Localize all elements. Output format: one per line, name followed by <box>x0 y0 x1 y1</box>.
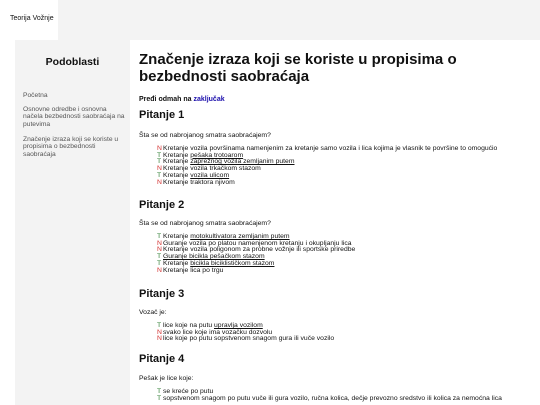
answer-underlined-text: motokultivatora zemljanim putem <box>190 233 290 240</box>
answer-false-mark: N <box>157 239 162 247</box>
answer-underlined-text: pešaka trotoarom <box>190 151 244 159</box>
question-text: Vozač je: <box>139 309 167 316</box>
answer-text: Kretanje <box>163 158 191 166</box>
answer-text: Kretanje vozila poligonom za probne vožnje ili sportske priredbe <box>163 246 356 254</box>
answer-text: Kretanje <box>163 171 191 179</box>
answer-text: Kretanje <box>163 151 191 159</box>
answer-underlined-text: upravlja vozilom <box>214 322 263 329</box>
question-text: Šta se od nabrojanog smatra saobraćajem? <box>139 132 271 139</box>
answer-false-mark: N <box>157 145 162 152</box>
answer-false-mark: N <box>157 178 162 186</box>
jump-line <box>139 96 225 103</box>
answer-text: Kretanje vozila trkačkom stazom <box>163 165 261 173</box>
answer-text: Kretanje <box>163 259 191 267</box>
brand-link[interactable]: Teorija Vožnje <box>0 0 58 40</box>
answer-true-mark: T <box>157 322 162 329</box>
question-heading: Pitanje 2 <box>139 199 185 211</box>
answer-text: Guranje vozila po platou namenjenom kretanju i okupljanju lica <box>163 239 352 247</box>
top-navbar <box>0 0 540 40</box>
answer-true-mark: T <box>157 394 162 402</box>
question-heading: Pitanje 1 <box>139 109 185 121</box>
sidebar-title: Podoblasti <box>45 56 100 68</box>
answer-text: lice koje po putu sopstvenom snagom gura ili vuče vozilo <box>163 335 335 343</box>
question-heading: Pitanje 4 <box>139 353 185 365</box>
answer-underlined-text: vozila ulicom <box>190 171 230 179</box>
answer-underlined-text: Guranje bicikla pešačkom stazom <box>163 253 265 261</box>
answer-false-mark: N <box>157 266 162 274</box>
question-text: Šta se od nabrojanog smatra saobraćajem? <box>139 220 271 227</box>
sidebar-item-znacenje-izraza[interactable]: Značenje izraza koji se koriste u propisima o bezbednosti saobraćaja <box>23 136 119 158</box>
question-heading: Pitanje 3 <box>139 288 185 300</box>
jump-link-zakljucak[interactable]: zaključak <box>193 96 225 103</box>
sidebar-item-pocetna[interactable]: Početna <box>23 92 48 99</box>
answer-item <box>157 180 235 187</box>
answer-true-mark: T <box>157 233 162 240</box>
answer-false-mark: N <box>157 335 162 343</box>
answer-false-mark: N <box>157 246 162 254</box>
answer-true-mark: T <box>157 388 162 395</box>
answer-text: Kretanje lica po trgu <box>163 266 224 274</box>
answer-true-mark: T <box>157 259 162 267</box>
answer-item <box>157 336 334 343</box>
answer-text: Kretanje traktora njivom <box>163 178 235 186</box>
answer-text: sopstvenom snagom po putu vuče ili gura vozilo, ručna kolica, dečje prevozno sredstvo ili kolica za nemoćna lica <box>163 394 502 402</box>
sidebar <box>15 40 130 405</box>
answer-true-mark: T <box>157 171 162 179</box>
jump-prefix: Pređi odmah na <box>139 96 192 103</box>
question-text: Pešak je lice koje: <box>139 375 194 382</box>
answer-true-mark: T <box>157 158 162 166</box>
sidebar-item-osnovne-odredbe[interactable]: Osnovne odredbe i osnovna načela bezbednosti saobraćaja na putevima <box>23 106 125 128</box>
answer-text: Kretanje vozila površinama namenjenim za kretanje samo vozila i lica kojima je vlasnik te površine to omogućio <box>163 145 498 152</box>
answer-text: svako lice koje ima vozačku dozvolu <box>163 328 273 336</box>
page-title: Značenje izraza koji se koriste u propisima o bezbednosti saobraćaja <box>139 51 457 85</box>
answer-text: se kreće po putu <box>163 388 214 395</box>
answer-item <box>157 268 223 275</box>
answer-false-mark: N <box>157 328 162 336</box>
answer-false-mark: N <box>157 165 162 173</box>
answer-true-mark: T <box>157 253 162 261</box>
answer-underlined-text: zaprežnog vozila zemljanim putem <box>190 158 295 166</box>
answer-text: lice koje na putu <box>163 322 215 329</box>
answer-item <box>157 396 502 403</box>
answer-underlined-text: bicikla biciklističkom stazom <box>190 259 275 267</box>
answer-text: Kretanje <box>163 233 191 240</box>
answer-true-mark: T <box>157 151 162 159</box>
